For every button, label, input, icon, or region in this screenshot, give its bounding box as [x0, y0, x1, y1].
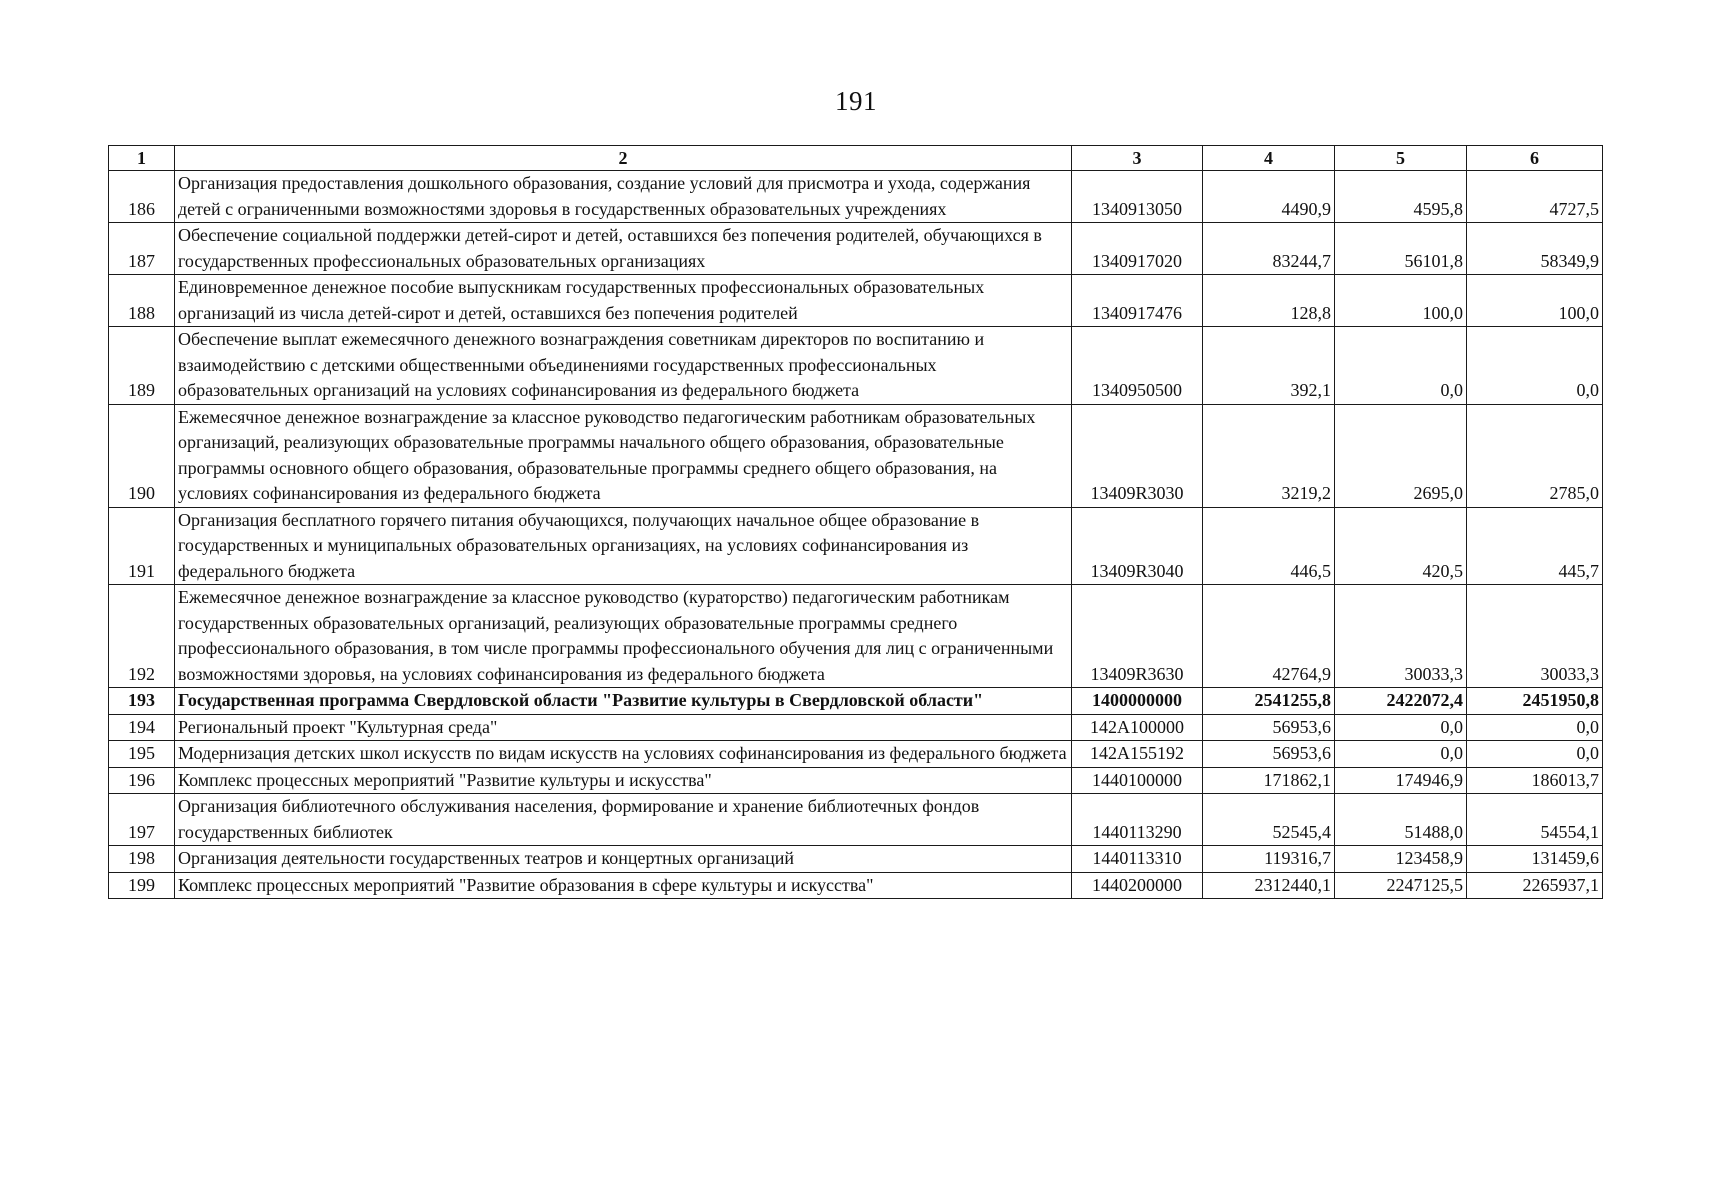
column-header-5: 5	[1335, 146, 1467, 171]
row-value-col4: 3219,2	[1203, 404, 1335, 507]
column-header-4: 4	[1203, 146, 1335, 171]
row-value-col4: 42764,9	[1203, 585, 1335, 688]
row-value-col5: 174946,9	[1335, 767, 1467, 794]
table-row	[109, 585, 1603, 688]
row-value-col6: 0,0	[1467, 714, 1603, 741]
row-value-col4: 119316,7	[1203, 846, 1335, 873]
row-name: Организация библиотечного обслуживания населения, формирование и хранение библиотечных фондов государственных библиотек	[175, 794, 1072, 846]
table-row	[109, 741, 1603, 768]
row-number: 194	[109, 714, 175, 741]
table-row	[109, 404, 1603, 507]
table-row	[109, 327, 1603, 405]
row-value-col4: 446,5	[1203, 507, 1335, 585]
row-number: 193	[109, 688, 175, 715]
table-row	[109, 767, 1603, 794]
table-row	[109, 507, 1603, 585]
row-value-col4: 83244,7	[1203, 223, 1335, 275]
row-value-col5: 0,0	[1335, 327, 1467, 405]
row-number: 188	[109, 275, 175, 327]
row-code: 1340950500	[1072, 327, 1203, 405]
row-code: 1440100000	[1072, 767, 1203, 794]
column-header-1: 1	[109, 146, 175, 171]
row-value-col5: 30033,3	[1335, 585, 1467, 688]
row-value-col6: 54554,1	[1467, 794, 1603, 846]
row-value-col4: 56953,6	[1203, 714, 1335, 741]
column-header-6: 6	[1467, 146, 1603, 171]
row-number: 198	[109, 846, 175, 873]
row-number: 191	[109, 507, 175, 585]
row-value-col6: 0,0	[1467, 327, 1603, 405]
row-value-col6: 186013,7	[1467, 767, 1603, 794]
row-number: 196	[109, 767, 175, 794]
row-value-col5: 0,0	[1335, 714, 1467, 741]
table-row	[109, 171, 1603, 223]
row-code: 142А100000	[1072, 714, 1203, 741]
row-code: 13409R3630	[1072, 585, 1203, 688]
row-value-col6: 100,0	[1467, 275, 1603, 327]
row-number: 199	[109, 872, 175, 899]
row-value-col5: 420,5	[1335, 507, 1467, 585]
row-value-col5: 123458,9	[1335, 846, 1467, 873]
row-value-col6: 30033,3	[1467, 585, 1603, 688]
row-value-col4: 171862,1	[1203, 767, 1335, 794]
table-row	[109, 223, 1603, 275]
row-value-col5: 56101,8	[1335, 223, 1467, 275]
row-name: Ежемесячное денежное вознаграждение за классное руководство (кураторство) педагогическим работникам государственных образовательных организаций, реализующих образовательные программы среднего профессионального образования, в том числе программы профессионального обучения для лиц с ограниченными возможностями здоровья, на условиях софинансирования из федерального бюджета	[175, 585, 1072, 688]
row-value-col4: 2312440,1	[1203, 872, 1335, 899]
row-number: 186	[109, 171, 175, 223]
row-value-col6: 58349,9	[1467, 223, 1603, 275]
row-number: 187	[109, 223, 175, 275]
row-name: Единовременное денежное пособие выпускникам государственных профессиональных образовательных организаций из числа детей-сирот и детей, оставшихся без попечения родителей	[175, 275, 1072, 327]
row-code: 1440200000	[1072, 872, 1203, 899]
row-name: Ежемесячное денежное вознаграждение за классное руководство педагогическим работникам образовательных организаций, реализующих образовательные программы начального общего образования, образовательные программы основного общего образования, образовательные программы среднего общего образования, на условиях софинансирования из федерального бюджета	[175, 404, 1072, 507]
row-value-col5: 2695,0	[1335, 404, 1467, 507]
row-number: 197	[109, 794, 175, 846]
row-name: Комплекс процессных мероприятий "Развитие образования в сфере культуры и искусства"	[175, 872, 1072, 899]
table-header-row	[109, 146, 1603, 171]
row-code: 1400000000	[1072, 688, 1203, 715]
row-code: 1440113310	[1072, 846, 1203, 873]
row-value-col6: 2785,0	[1467, 404, 1603, 507]
row-name: Обеспечение социальной поддержки детей-сирот и детей, оставшихся без попечения родителей, обучающихся в государственных профессиональных образовательных организациях	[175, 223, 1072, 275]
column-header-2: 2	[175, 146, 1072, 171]
row-value-col6: 4727,5	[1467, 171, 1603, 223]
row-value-col4: 2541255,8	[1203, 688, 1335, 715]
row-code: 1340913050	[1072, 171, 1203, 223]
row-name: Обеспечение выплат ежемесячного денежного вознаграждения советникам директоров по воспитанию и взаимодействию с детскими общественными объединениями государственных профессиональных образовательных организаций на условиях софинансирования из федерального бюджета	[175, 327, 1072, 405]
table-body	[109, 171, 1603, 899]
page-number: 191	[835, 86, 877, 116]
row-name: Комплекс процессных мероприятий "Развитие культуры и искусства"	[175, 767, 1072, 794]
row-value-col4: 128,8	[1203, 275, 1335, 327]
row-name: Модернизация детских школ искусств по видам искусств на условиях софинансирования из федерального бюджета	[175, 741, 1072, 768]
row-value-col6: 0,0	[1467, 741, 1603, 768]
row-value-col6: 2451950,8	[1467, 688, 1603, 715]
row-number: 192	[109, 585, 175, 688]
row-name: Организация бесплатного горячего питания обучающихся, получающих начальное общее образование в государственных и муниципальных образовательных организациях, на условиях софинансирования из федерального бюджета	[175, 507, 1072, 585]
row-name: Государственная программа Свердловской области "Развитие культуры в Свердловской области"	[175, 688, 1072, 715]
table-row	[109, 714, 1603, 741]
row-name: Организация предоставления дошкольного образования, создание условий для присмотра и ухода, содержания детей с ограниченными возможностями здоровья в государственных образовательных учреждениях	[175, 171, 1072, 223]
row-code: 1340917020	[1072, 223, 1203, 275]
table-row	[109, 794, 1603, 846]
table-row	[109, 688, 1603, 715]
row-value-col6: 445,7	[1467, 507, 1603, 585]
column-header-3: 3	[1072, 146, 1203, 171]
budget-table	[108, 145, 1603, 899]
row-value-col6: 2265937,1	[1467, 872, 1603, 899]
row-code: 13409R3040	[1072, 507, 1203, 585]
table-row	[109, 846, 1603, 873]
row-name: Организация деятельности государственных театров и концертных организаций	[175, 846, 1072, 873]
row-value-col4: 392,1	[1203, 327, 1335, 405]
row-value-col4: 4490,9	[1203, 171, 1335, 223]
row-value-col5: 0,0	[1335, 741, 1467, 768]
row-value-col5: 100,0	[1335, 275, 1467, 327]
row-value-col5: 4595,8	[1335, 171, 1467, 223]
row-code: 142А155192	[1072, 741, 1203, 768]
row-code: 1440113290	[1072, 794, 1203, 846]
row-value-col6: 131459,6	[1467, 846, 1603, 873]
row-value-col5: 2247125,5	[1335, 872, 1467, 899]
row-number: 189	[109, 327, 175, 405]
row-number: 195	[109, 741, 175, 768]
row-value-col4: 56953,6	[1203, 741, 1335, 768]
row-code: 1340917476	[1072, 275, 1203, 327]
row-value-col5: 51488,0	[1335, 794, 1467, 846]
table-row	[109, 275, 1603, 327]
row-number: 190	[109, 404, 175, 507]
row-value-col5: 2422072,4	[1335, 688, 1467, 715]
row-value-col4: 52545,4	[1203, 794, 1335, 846]
row-code: 13409R3030	[1072, 404, 1203, 507]
table-row	[109, 872, 1603, 899]
row-name: Региональный проект "Культурная среда"	[175, 714, 1072, 741]
